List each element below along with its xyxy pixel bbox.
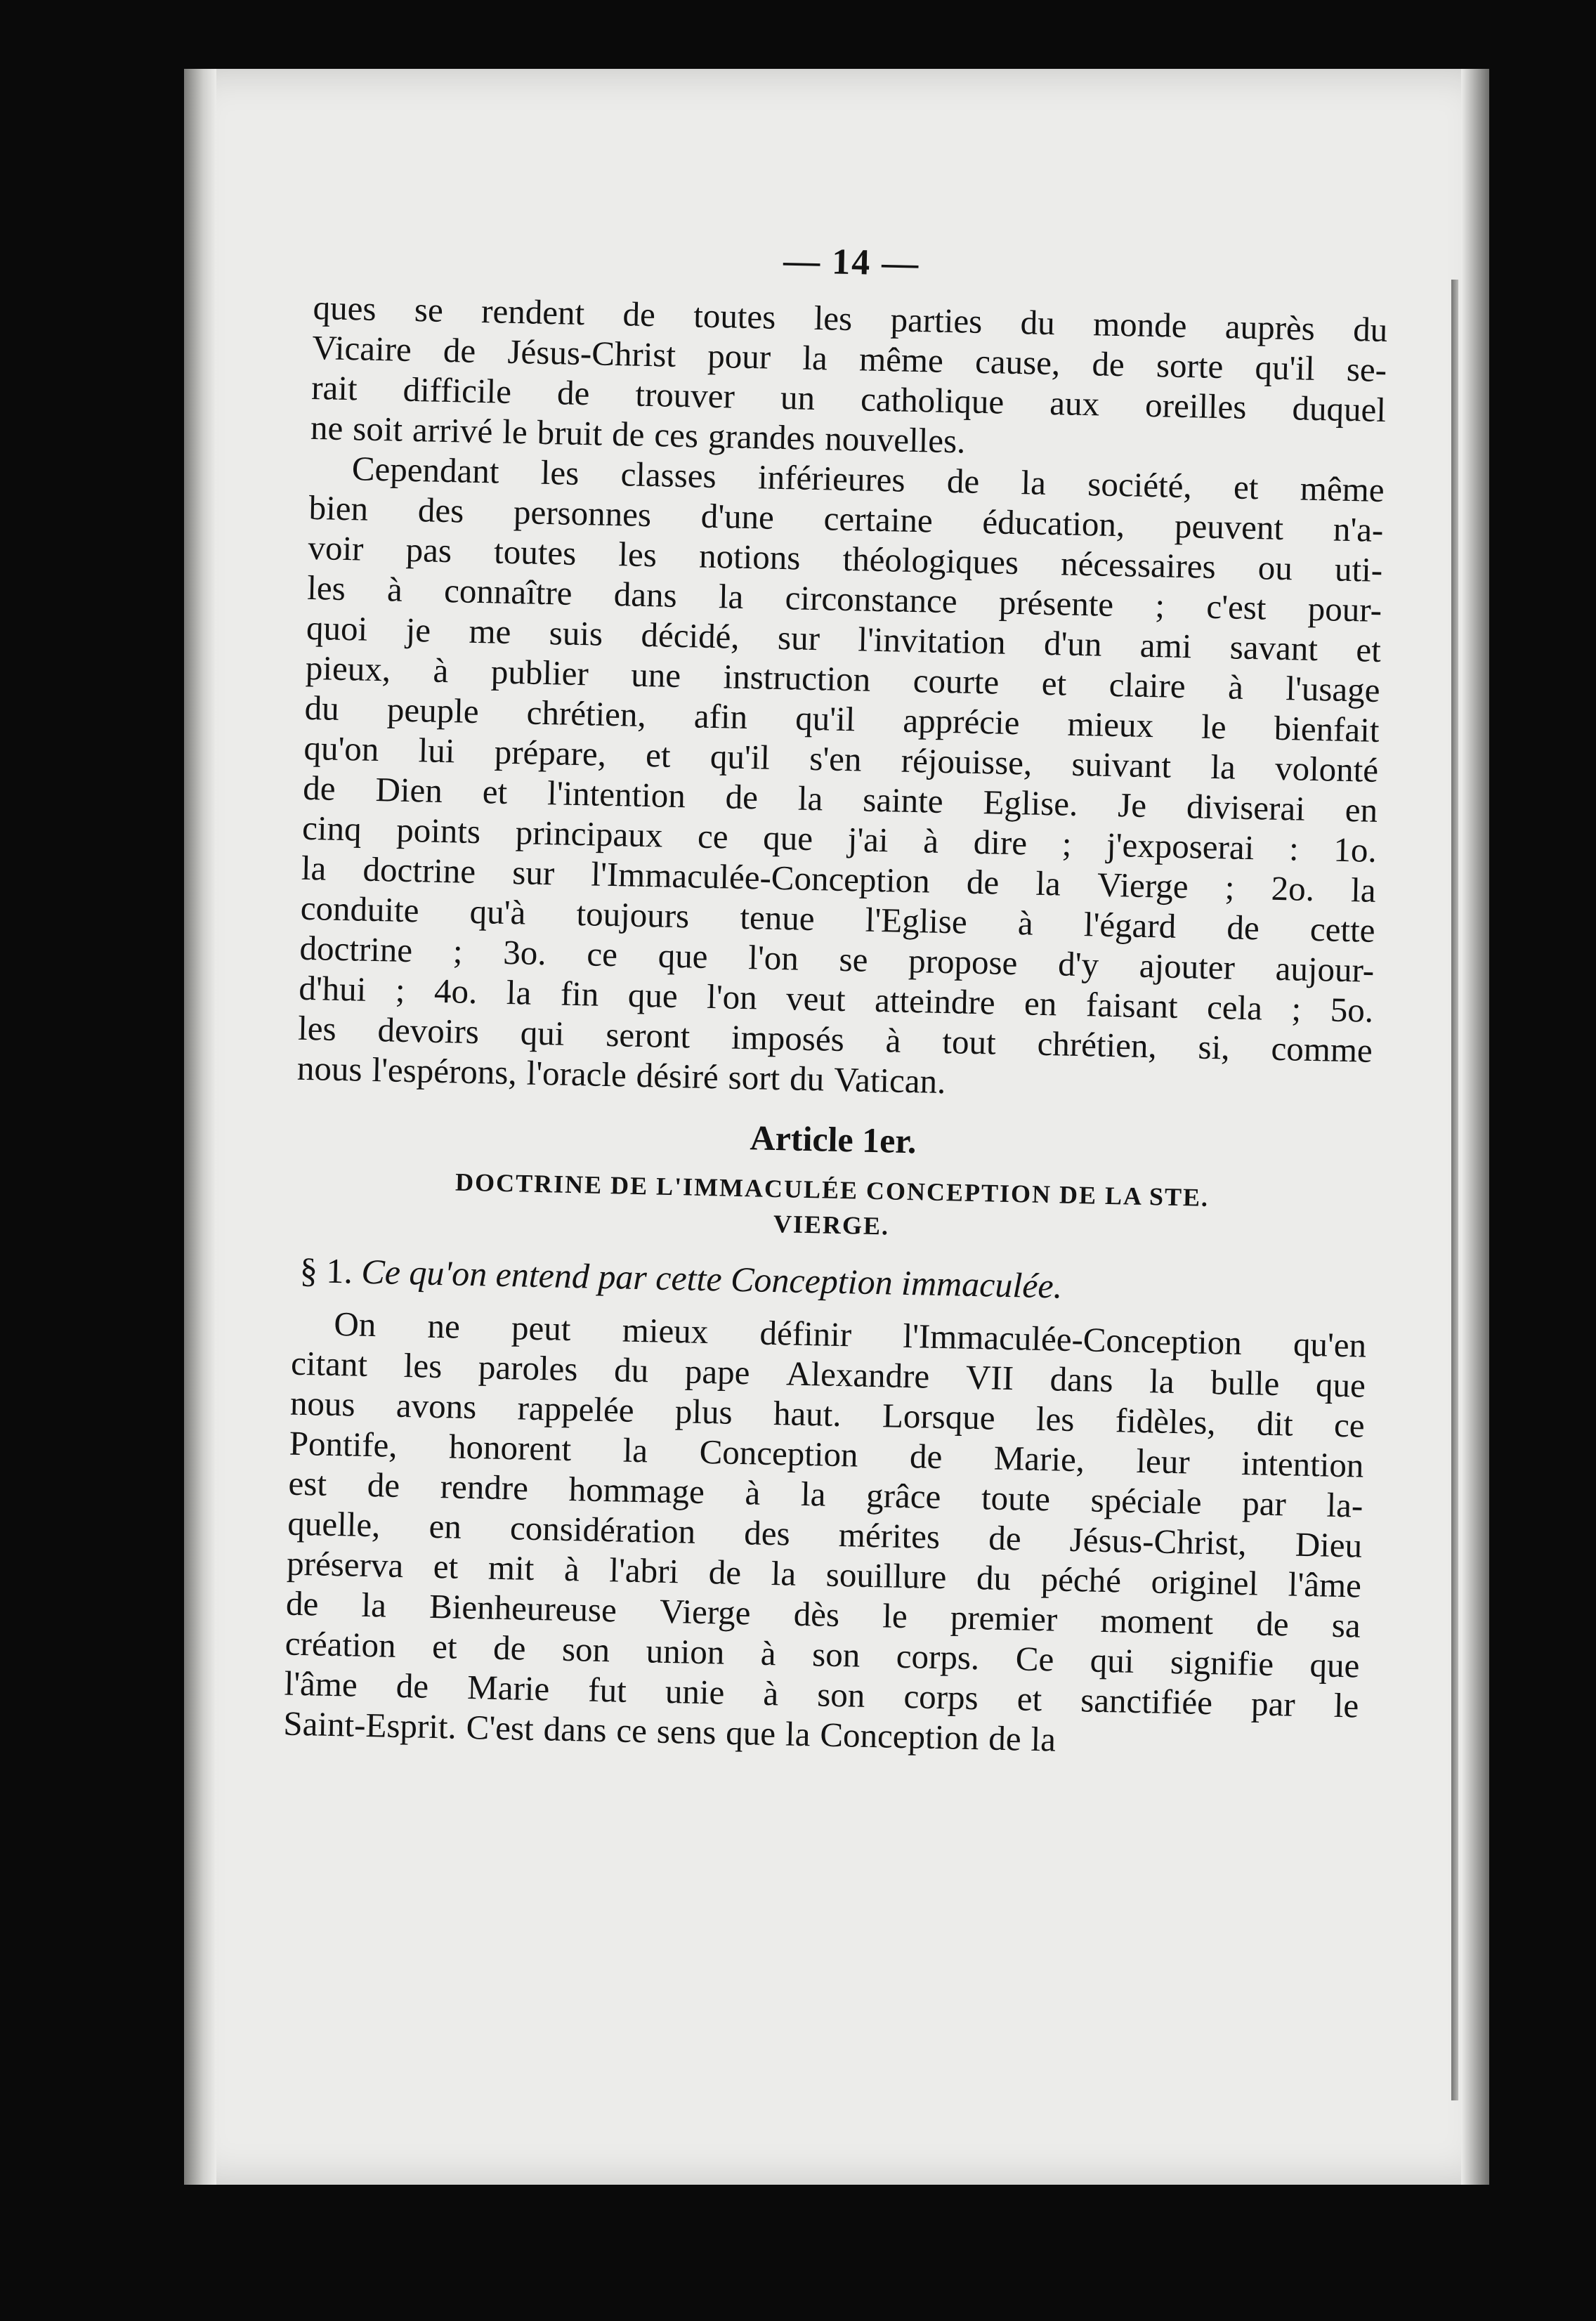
- paragraph-2: [296, 447, 1385, 1111]
- page-number: — 14 —: [783, 240, 920, 285]
- section-heading: [299, 1250, 1368, 1313]
- book-page: [184, 69, 1489, 2185]
- text-line: l'âme de Marie fut unie à son corps et sanctifiée par le: [284, 1663, 1359, 1725]
- section-symbol: § 1.: [299, 1250, 353, 1291]
- text-line: Cependant les classes inférieures de la société, et même: [351, 449, 1385, 509]
- text-line: la doctrine sur l'Immaculée-Conception de la Vierge ; 2o. la: [301, 848, 1377, 910]
- page-right-edge: [1461, 69, 1489, 2185]
- text-line: rait difficile de trouver un catholique aux oreilles duquel: [310, 367, 1387, 429]
- paragraph-3: [283, 1303, 1367, 1766]
- text-line: Vicaire de Jésus-Christ pour la même cause, de sorte qu'il se-: [311, 327, 1387, 389]
- text-line: nous l'espérons, l'oracle désiré sort du Vatican.: [296, 1048, 946, 1101]
- page-fold-shadow: [1451, 280, 1458, 2100]
- text-line: quoi je me suis décidé, sur l'invitation d'un ami savant et: [306, 608, 1382, 669]
- text-line: création et de son union à son corps. Ce qui signifie que: [284, 1623, 1360, 1685]
- doctrine-heading-line-2: VIERGE.: [773, 1209, 890, 1241]
- section-title: Ce qu'on entend par cette Conception immaculée.: [360, 1251, 1063, 1306]
- text-line: les devoirs qui seront imposés à tout chrétien, si, comme: [297, 1008, 1373, 1070]
- text-line: conduite qu'à toujours tenue l'Eglise à l'égard de cette: [300, 888, 1376, 950]
- text-line: ques se rendent de toutes les parties du monde auprès du: [313, 287, 1388, 350]
- text-line: les à connaître dans la circonstance présente ; c'est pour-: [306, 568, 1382, 629]
- text-line: ne soit arrivé le bruit de ces grandes nouvelles.: [310, 407, 966, 461]
- text-line: doctrine ; 3o. ce que l'on se propose d'y ajouter aujour-: [299, 928, 1375, 990]
- text-line: est de rendre hommage à la grâce toute spéciale par la-: [288, 1463, 1363, 1525]
- text-line: qu'on lui prépare, et qu'il s'en réjouisse, suivant la volonté: [303, 728, 1379, 790]
- doctrine-heading-line-1: DOCTRINE DE L'IMMACULÉE CONCEPTION DE LA STE.: [454, 1168, 1210, 1212]
- text-line: voir pas toutes les notions théologiques nécessaires ou uti-: [307, 528, 1383, 589]
- text-line: citant les paroles du pape Alexandre VII dans la bulle que: [290, 1343, 1366, 1405]
- text-line: du peuple chrétien, afin qu'il apprécie mieux le bienfait: [304, 688, 1380, 750]
- text-line: Saint-Esprit. C'est dans ce sens que la Conception de la: [282, 1704, 1057, 1759]
- text-line: nous avons rappelée plus haut. Lorsque les fidèles, dit ce: [289, 1383, 1366, 1445]
- paragraph-1: [310, 287, 1388, 470]
- text-line: Pontife, honorent la Conception de Marie, leur intention: [289, 1423, 1364, 1485]
- text-line: préserva et mit à l'abri de la souillure du péché originel l'âme: [286, 1543, 1362, 1605]
- text-line: de la Bienheureuse Vierge dès le premier moment de sa: [285, 1583, 1361, 1645]
- text-line: pieux, à publier une instruction courte et claire à l'usage: [305, 648, 1381, 710]
- article-heading: Article 1er.: [750, 1118, 917, 1161]
- text-line: On ne peut mieux définir l'Immaculée-Conception qu'en: [333, 1304, 1367, 1365]
- text-line: bien des personnes d'une certaine éducation, peuvent n'a-: [308, 488, 1384, 549]
- text-line: quelle, en considération des mérites de Jésus-Christ, Dieu: [287, 1503, 1363, 1565]
- text-line: de Dien et l'intention de la sainte Eglise. Je diviserai en: [302, 768, 1378, 830]
- text-line: cinq points principaux ce que j'ai à dire ; j'exposerai : 1o.: [301, 808, 1378, 870]
- page-text: [283, 230, 1389, 1766]
- text-line: d'hui ; 4o. la fin que l'on veut atteindre en faisant cela ; 5o.: [298, 968, 1374, 1030]
- book-spine: [184, 69, 216, 2185]
